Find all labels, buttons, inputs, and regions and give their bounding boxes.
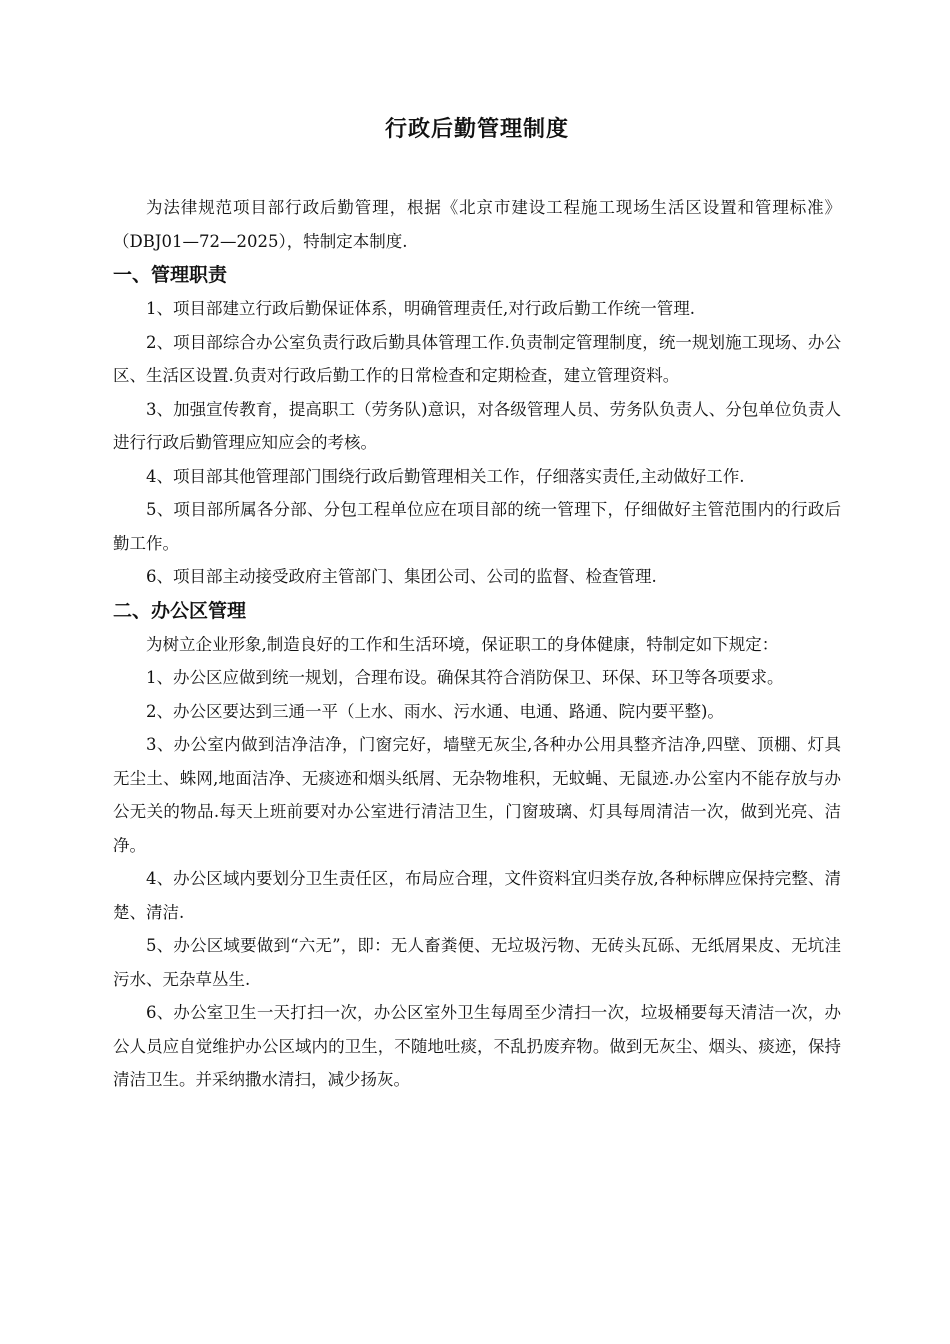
office-item-2: 2、办公区要达到三通一平（上水、雨水、污水通、电通、路通、院内要平整)。 [146,701,724,721]
office-item-3: 3、办公室内做到洁净洁净，门窗完好，墙壁无灰尘,各种办公用具整齐洁净,四壁、顶棚、灯具无尘土、蛛网,地面洁净、无痰迹和烟头纸屑、无杂物堆积，无蚊蝇、无鼠迹.办公室内不能存放与办公无关的物品.每天上班前要对办公室进行清洁卫生，门窗玻璃、灯具每周清洁一次，做到光亮、洁净。 [113,735,841,855]
office-item-1: 1、办公区应做到统一规划，合理布设。确保其符合消防保卫、环保、环卫等各项要求。 [146,668,784,687]
office-item-6: 6、办公室卫生一天打扫一次，办公区室外卫生每周至少清扫一次，垃圾桶要每天清洁一次，办公人员应自觉维护办公区域内的卫生，不随地吐痰，不乱扔废弃物。做到无灰尘、烟头、痰迹，保持清洁卫生。并采纳撒水清扫，减少扬灰。 [113,1003,841,1089]
office-item-5: 5、办公区域要做到“六无”，即：无人畜粪便、无垃圾污物、无砖头瓦砾、无纸屑果皮、无坑洼污水、无杂草丛生. [113,936,841,989]
document-title: 行政后勤管理制度 [384,116,569,142]
duty-item-3: 3、加强宣传教育，提高职工（劳务队)意识，对各级管理人员、劳务队负责人、分包单位负责人进行行政后勤管理应知应会的考核。 [113,399,841,452]
duty-item-5: 5、项目部所属各分部、分包工程单位应在项目部的统一管理下，仔细做好主管范围内的行政后勤工作。 [113,500,841,553]
office-intro-paragraph: 为树立企业形象,制造良好的工作和生活环境，保证职工的身体健康，特制定如下规定： [146,634,779,654]
office-item-4: 4、办公区域内要划分卫生责任区，布局应合理，文件资料宜归类存放,各种标牌应保持完整、清楚、清洁. [113,869,841,922]
duty-item-6: 6、项目部主动接受政府主管部门、集团公司、公司的监督、检查管理. [146,567,657,586]
section-office-management [113,594,841,1097]
document-page [113,112,841,1097]
section-heading: 二、办公区管理 [113,599,247,622]
section-management-duties [113,258,841,594]
duty-item-2: 2、项目部综合办公室负责行政后勤具体管理工作.负责制定管理制度，统一规划施工现场、办公区、生活区设置.负责对行政后勤工作的日常检查和定期检查，建立管理资料。 [113,332,841,385]
intro-paragraph: 为法律规范项目部行政后勤管理，根据《北京市建设工程施工现场生活区设置和管理标准》（DBJ01—72—2025），特制定本制度. [113,198,841,251]
section-heading: 一、管理职责 [113,264,228,286]
duty-item-1: 1、项目部建立行政后勤保证体系，明确管理责任,对行政后勤工作统一管理. [146,299,695,318]
duty-item-4: 4、项目部其他管理部门围绕行政后勤管理相关工作，仔细落实责任,主动做好工作. [146,466,745,486]
